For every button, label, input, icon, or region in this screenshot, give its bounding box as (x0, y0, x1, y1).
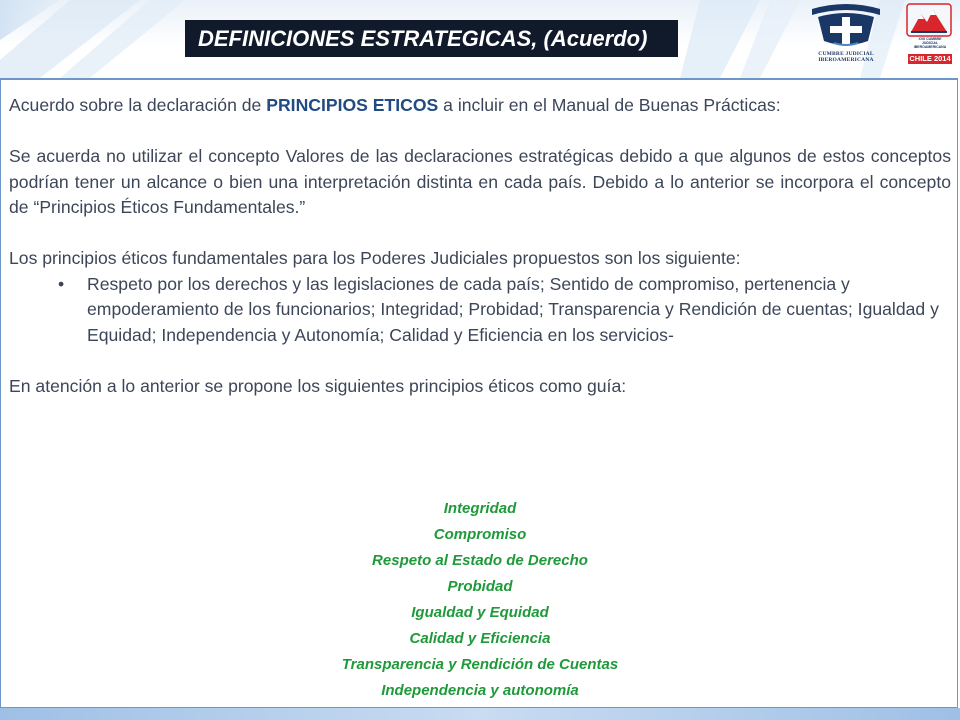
mountain-emblem-icon (903, 2, 955, 38)
intro-suffix: a incluir en el Manual de Buenas Prácticas: (438, 95, 781, 115)
principle-item: Probidad (447, 578, 513, 595)
slide-body (9, 93, 951, 399)
chile-2014-logo (903, 2, 955, 70)
chile-logo-small-text: XVII CUMBRE JUDICIAL IBEROAMERICANA (913, 37, 947, 49)
principle-item: Independencia y autonomía (381, 682, 579, 699)
guide-intro: En atención a lo anterior se propone los siguientes principios éticos como guía: (9, 375, 627, 396)
cumbre-logo-caption: CUMBRE JUDICIAL IBEROAMERICANA (818, 51, 874, 63)
intro-prefix: Acuerdo sobre la declaración de (9, 95, 267, 115)
principle-item: Igualdad y Equidad (411, 604, 549, 621)
intro-line (9, 93, 951, 119)
title-banner (185, 20, 678, 57)
principios-eticos-highlight: PRINCIPIOS ETICOS (266, 95, 439, 115)
principle-item: Integridad (443, 500, 517, 517)
bullet-icon: • (58, 273, 65, 294)
bullet-text: Respeto por los derechos y las legislaciones de cada país; Sentido de compromiso, pertenencia y empoderamiento de los funcionarios; Integridad; Probidad; Transparencia y Rendición de cuentas; Igualdad y Equidad; Independencia y Autonomía; Calidad y Eficiencia en los servicios- (87, 273, 939, 345)
values-paragraph: Se acuerda no utilizar el concepto Valores de las declaraciones estratégicas debido a que algunos de estos conceptos podrían tener un alcance o bien una interpretación distinta en cada país. Debido a lo anterior se incorpora el concepto de “Principios Éticos Fundamentales.” (9, 146, 951, 217)
footer-bar (0, 708, 960, 720)
principle-item: Compromiso (433, 526, 527, 543)
chile-logo-year: CHILE 2014 (909, 54, 951, 63)
principle-item: Transparencia y Rendición de Cuentas (341, 656, 619, 673)
principle-item: Calidad y Eficiencia (409, 630, 551, 647)
bullet-item (9, 272, 951, 349)
cumbre-emblem-icon (808, 3, 884, 49)
cumbre-judicial-logo (808, 3, 884, 75)
proposed-intro: Los principios éticos fundamentales para los Poderes Judiciales propuestos son los siguiente: (9, 248, 741, 268)
slide-header (0, 0, 960, 78)
principles-list (0, 496, 960, 704)
principle-item: Respeto al Estado de Derecho (372, 552, 588, 569)
page-title: DEFINICIONES ESTRATEGICAS, (Acuerdo) (198, 25, 648, 51)
